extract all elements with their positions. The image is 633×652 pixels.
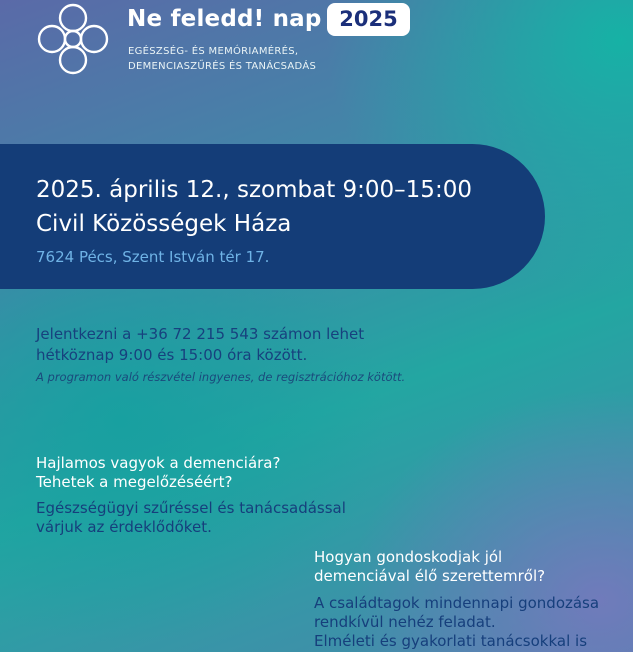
question-line: demenciával élő szerettemről?: [314, 567, 546, 585]
answer-line: Egészségügyi szűréssel és tanácsadással: [36, 499, 346, 517]
flower-icon: [34, 3, 112, 75]
question-line: Tehetek a megelőzéséért?: [36, 473, 233, 491]
section1-question: [36, 454, 280, 492]
registration-hours: hétköznap 9:00 és 15:00 óra között.: [36, 346, 308, 364]
question-line: Hajlamos vagyok a demenciára?: [36, 454, 281, 472]
question-line: Hogyan gondoskodjak jól: [314, 548, 503, 566]
registration-phone: Jelentkezni a +36 72 215 543 számon lehet: [36, 325, 365, 343]
event-date-time: 2025. április 12., szombat 9:00–15:00: [36, 177, 472, 203]
section1-answer: [36, 499, 346, 537]
event-address: 7624 Pécs, Szent István tér 17.: [36, 248, 270, 266]
subtitle: [128, 44, 316, 74]
subtitle-line: DEMENCIASZŰRÉS ÉS TANÁCSADÁS: [128, 61, 317, 72]
answer-line: Elméleti és gyakorlati tanácsokkal is: [314, 632, 588, 650]
section2-answer: [314, 594, 599, 651]
brand-title: Ne feledd! nap: [127, 6, 322, 32]
event-venue: Civil Közösségek Háza: [36, 211, 292, 237]
subtitle-line: EGÉSZSÉG- ÉS MEMÓRIAMÉRÉS,: [128, 46, 299, 57]
section2-question: [314, 548, 545, 586]
registration-note: A programon való részvétel ingyenes, de regisztrációhoz kötött.: [36, 370, 406, 384]
answer-line: rendkívül nehéz feladat.: [314, 613, 496, 631]
answer-line: várjuk az érdeklődőket.: [36, 518, 212, 536]
year-badge: 2025: [327, 3, 410, 36]
answer-line: A családtagok mindennapi gondozása: [314, 594, 600, 612]
